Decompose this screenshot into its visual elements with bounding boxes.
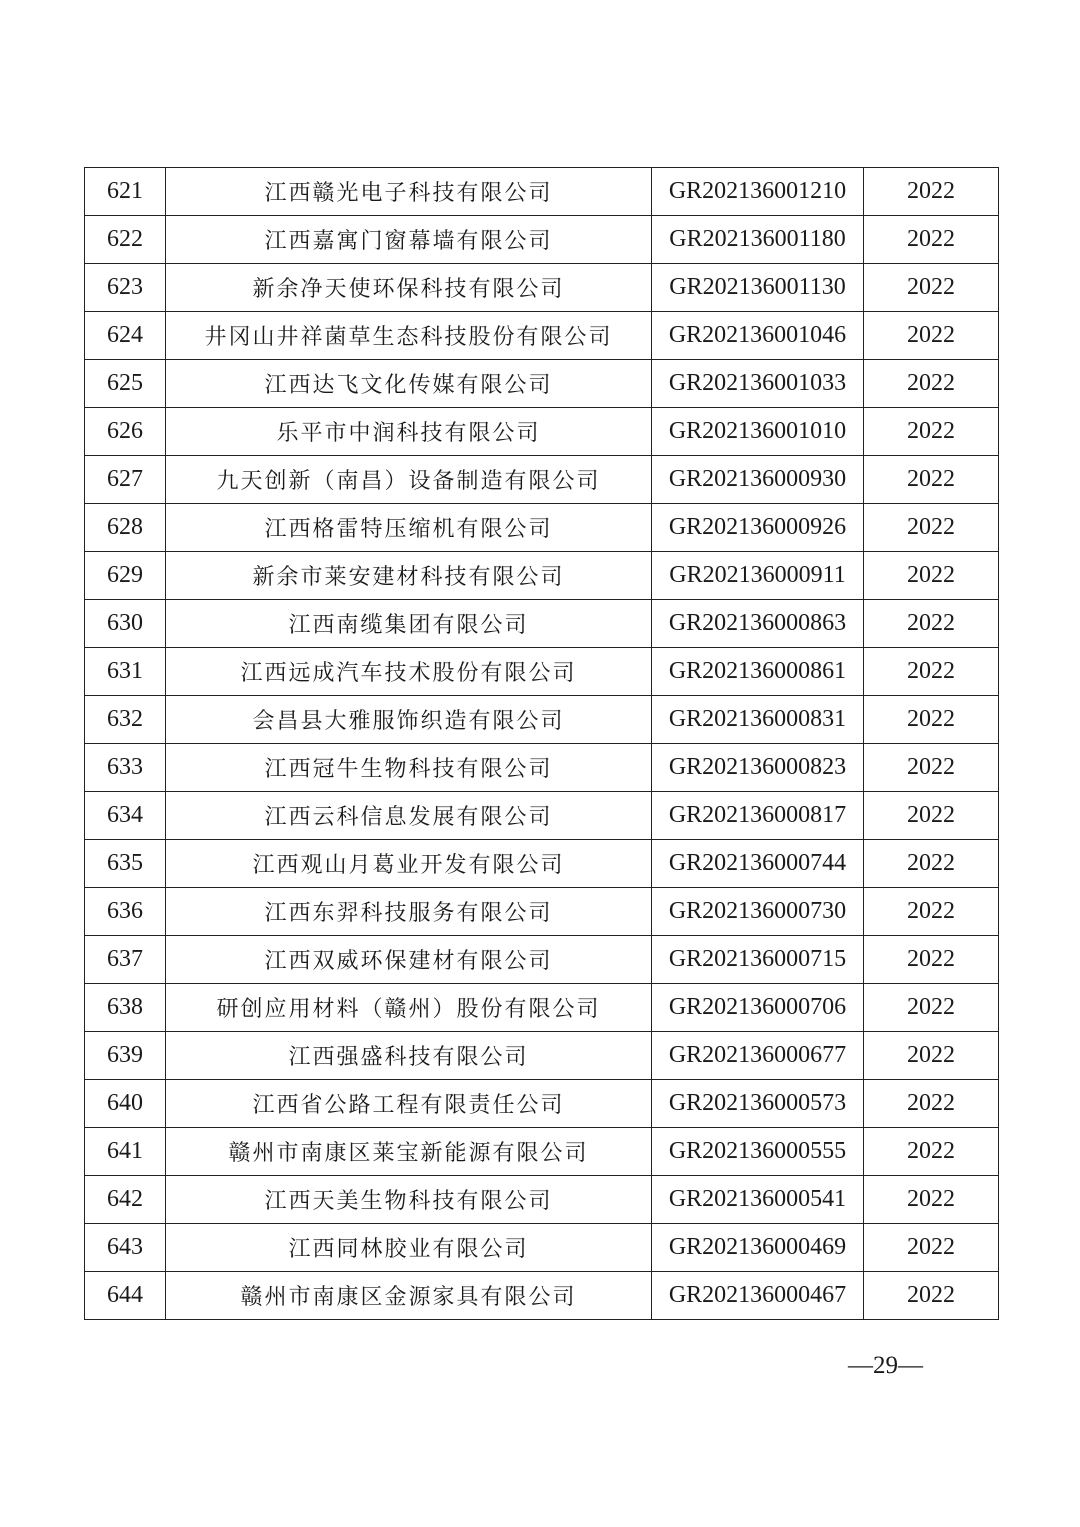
- certificate-number-cell: GR202136000677: [652, 1032, 864, 1080]
- row-number-cell: 621: [85, 168, 166, 216]
- table-row: [85, 1176, 999, 1224]
- table-row: [85, 600, 999, 648]
- row-number-cell: 642: [85, 1176, 166, 1224]
- table-row: [85, 216, 999, 264]
- year-cell: 2022: [864, 936, 999, 984]
- company-name-cell: 新余市莱安建材科技有限公司: [166, 552, 652, 600]
- certificate-number-cell: GR202136001033: [652, 360, 864, 408]
- company-name-cell: 赣州市南康区莱宝新能源有限公司: [166, 1128, 652, 1176]
- year-cell: 2022: [864, 1032, 999, 1080]
- company-name-cell: 江西省公路工程有限责任公司: [166, 1080, 652, 1128]
- certificate-number-cell: GR202136000573: [652, 1080, 864, 1128]
- company-name-cell: 江西嘉寓门窗幕墙有限公司: [166, 216, 652, 264]
- company-table-grid: [84, 167, 999, 1320]
- row-number-cell: 627: [85, 456, 166, 504]
- year-cell: 2022: [864, 984, 999, 1032]
- company-name-cell: 江西远成汽车技术股份有限公司: [166, 648, 652, 696]
- certificate-number-cell: GR202136000730: [652, 888, 864, 936]
- certificate-number-cell: GR202136001130: [652, 264, 864, 312]
- row-number-cell: 637: [85, 936, 166, 984]
- company-name-cell: 江西南缆集团有限公司: [166, 600, 652, 648]
- company-name-cell: 赣州市南康区金源家具有限公司: [166, 1272, 652, 1320]
- row-number-cell: 636: [85, 888, 166, 936]
- certificate-number-cell: GR202136000823: [652, 744, 864, 792]
- table-row: [85, 840, 999, 888]
- company-name-cell: 江西格雷特压缩机有限公司: [166, 504, 652, 552]
- row-number-cell: 628: [85, 504, 166, 552]
- company-name-cell: 江西达飞文化传媒有限公司: [166, 360, 652, 408]
- certificate-number-cell: GR202136001010: [652, 408, 864, 456]
- certificate-number-cell: GR202136000817: [652, 792, 864, 840]
- year-cell: 2022: [864, 360, 999, 408]
- certificate-number-cell: GR202136000469: [652, 1224, 864, 1272]
- table-row: [85, 456, 999, 504]
- certificate-number-cell: GR202136001180: [652, 216, 864, 264]
- year-cell: 2022: [864, 312, 999, 360]
- table-row: [85, 984, 999, 1032]
- row-number-cell: 623: [85, 264, 166, 312]
- row-number-cell: 630: [85, 600, 166, 648]
- row-number-cell: 625: [85, 360, 166, 408]
- year-cell: 2022: [864, 840, 999, 888]
- company-name-cell: 新余净天使环保科技有限公司: [166, 264, 652, 312]
- company-name-cell: 九天创新（南昌）设备制造有限公司: [166, 456, 652, 504]
- certificate-number-cell: GR202136000541: [652, 1176, 864, 1224]
- certificate-number-cell: GR202136000861: [652, 648, 864, 696]
- table-row: [85, 1032, 999, 1080]
- row-number-cell: 639: [85, 1032, 166, 1080]
- table-row: [85, 792, 999, 840]
- company-name-cell: 江西同林胶业有限公司: [166, 1224, 652, 1272]
- table-row: [85, 696, 999, 744]
- year-cell: 2022: [864, 168, 999, 216]
- table-row: [85, 312, 999, 360]
- row-number-cell: 631: [85, 648, 166, 696]
- year-cell: 2022: [864, 552, 999, 600]
- table-row: [85, 936, 999, 984]
- row-number-cell: 635: [85, 840, 166, 888]
- row-number-cell: 641: [85, 1128, 166, 1176]
- certificate-number-cell: GR202136000926: [652, 504, 864, 552]
- company-name-cell: 江西东羿科技服务有限公司: [166, 888, 652, 936]
- row-number-cell: 640: [85, 1080, 166, 1128]
- table-row: [85, 1272, 999, 1320]
- year-cell: 2022: [864, 1128, 999, 1176]
- year-cell: 2022: [864, 456, 999, 504]
- table-row: [85, 1128, 999, 1176]
- row-number-cell: 626: [85, 408, 166, 456]
- table-row: [85, 168, 999, 216]
- row-number-cell: 644: [85, 1272, 166, 1320]
- year-cell: 2022: [864, 504, 999, 552]
- year-cell: 2022: [864, 1176, 999, 1224]
- page-number: —29—: [848, 1352, 923, 1379]
- company-name-cell: 井冈山井祥菌草生态科技股份有限公司: [166, 312, 652, 360]
- table-body: [85, 168, 999, 1320]
- company-name-cell: 乐平市中润科技有限公司: [166, 408, 652, 456]
- year-cell: 2022: [864, 1080, 999, 1128]
- company-name-cell: 江西观山月葛业开发有限公司: [166, 840, 652, 888]
- company-name-cell: 江西强盛科技有限公司: [166, 1032, 652, 1080]
- table-row: [85, 504, 999, 552]
- certificate-number-cell: GR202136000744: [652, 840, 864, 888]
- row-number-cell: 624: [85, 312, 166, 360]
- row-number-cell: 643: [85, 1224, 166, 1272]
- certificate-number-cell: GR202136000831: [652, 696, 864, 744]
- company-name-cell: 江西云科信息发展有限公司: [166, 792, 652, 840]
- company-name-cell: 江西天美生物科技有限公司: [166, 1176, 652, 1224]
- certificate-number-cell: GR202136000467: [652, 1272, 864, 1320]
- row-number-cell: 629: [85, 552, 166, 600]
- year-cell: 2022: [864, 1224, 999, 1272]
- table-row: [85, 408, 999, 456]
- year-cell: 2022: [864, 216, 999, 264]
- year-cell: 2022: [864, 744, 999, 792]
- table-row: [85, 888, 999, 936]
- year-cell: 2022: [864, 600, 999, 648]
- year-cell: 2022: [864, 264, 999, 312]
- table-row: [85, 552, 999, 600]
- year-cell: 2022: [864, 648, 999, 696]
- certificate-number-cell: GR202136000555: [652, 1128, 864, 1176]
- certificate-number-cell: GR202136001046: [652, 312, 864, 360]
- year-cell: 2022: [864, 696, 999, 744]
- certificate-number-cell: GR202136000930: [652, 456, 864, 504]
- table-row: [85, 1080, 999, 1128]
- company-name-cell: 江西赣光电子科技有限公司: [166, 168, 652, 216]
- table-row: [85, 264, 999, 312]
- certificate-number-cell: GR202136000715: [652, 936, 864, 984]
- company-table: [84, 167, 996, 1320]
- certificate-number-cell: GR202136000706: [652, 984, 864, 1032]
- certificate-number-cell: GR202136000863: [652, 600, 864, 648]
- row-number-cell: 622: [85, 216, 166, 264]
- table-row: [85, 744, 999, 792]
- row-number-cell: 634: [85, 792, 166, 840]
- year-cell: 2022: [864, 1272, 999, 1320]
- company-name-cell: 江西双威环保建材有限公司: [166, 936, 652, 984]
- company-name-cell: 江西冠牛生物科技有限公司: [166, 744, 652, 792]
- row-number-cell: 633: [85, 744, 166, 792]
- row-number-cell: 632: [85, 696, 166, 744]
- table-row: [85, 1224, 999, 1272]
- table-row: [85, 360, 999, 408]
- year-cell: 2022: [864, 792, 999, 840]
- table-row: [85, 648, 999, 696]
- certificate-number-cell: GR202136001210: [652, 168, 864, 216]
- year-cell: 2022: [864, 408, 999, 456]
- year-cell: 2022: [864, 888, 999, 936]
- company-name-cell: 研创应用材料（赣州）股份有限公司: [166, 984, 652, 1032]
- row-number-cell: 638: [85, 984, 166, 1032]
- company-name-cell: 会昌县大雅服饰织造有限公司: [166, 696, 652, 744]
- certificate-number-cell: GR202136000911: [652, 552, 864, 600]
